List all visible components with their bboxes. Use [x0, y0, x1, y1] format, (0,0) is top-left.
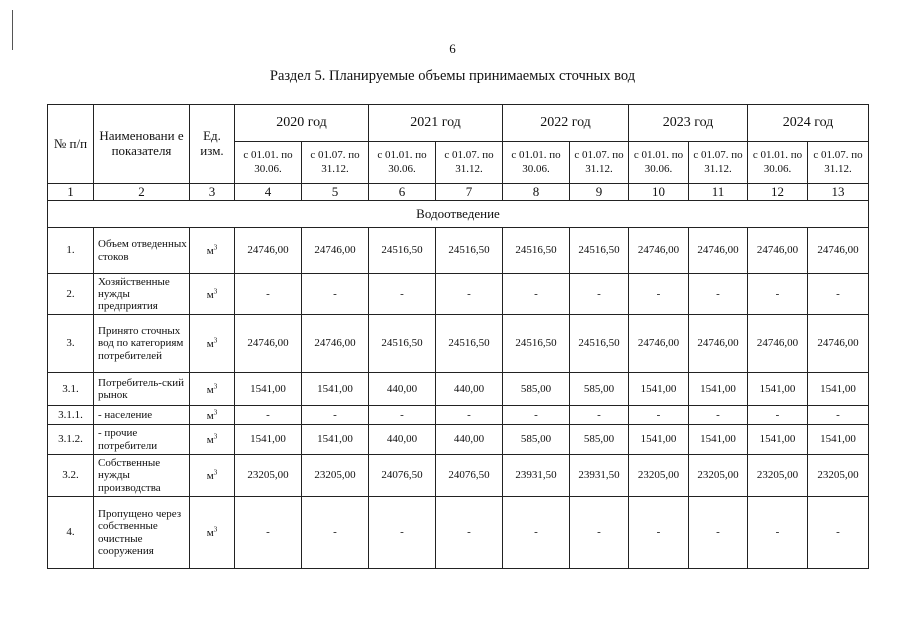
value-cell: -: [302, 406, 369, 425]
header-name: Наименовани е показателя: [94, 105, 190, 184]
value-cell: -: [570, 406, 629, 425]
header-year: 2024 год: [748, 105, 869, 142]
value-cell: 1541,00: [808, 373, 869, 406]
value-cell: -: [235, 406, 302, 425]
value-cell: -: [302, 497, 369, 569]
value-cell: 585,00: [570, 373, 629, 406]
row-indicator-name: Объем отведенных стоков: [94, 228, 190, 274]
value-cell: 24516,50: [570, 315, 629, 373]
header-year: 2022 год: [503, 105, 629, 142]
row-indicator-name: Пропущено через собственные очистные сооружения: [94, 497, 190, 569]
unit-exponent: 3: [213, 243, 218, 252]
value-cell: 1541,00: [689, 425, 748, 455]
value-cell: 1541,00: [235, 373, 302, 406]
row-index: 3.1.: [48, 373, 94, 406]
unit-text: $м^3$: [206, 243, 218, 257]
header-period-first: с 01.01. по 30.06.: [369, 142, 436, 184]
value-cell: -: [436, 274, 503, 315]
header-year: 2023 год: [629, 105, 748, 142]
section-label: Водоотведение: [48, 201, 869, 228]
value-cell: -: [503, 406, 570, 425]
section-row: [48, 201, 869, 228]
row-indicator-name: - население: [94, 406, 190, 425]
value-cell: -: [689, 406, 748, 425]
value-cell: 24746,00: [302, 315, 369, 373]
unit-text: $м^3$: [206, 336, 218, 350]
value-cell: 24516,50: [570, 228, 629, 274]
value-cell: 24746,00: [689, 228, 748, 274]
unit-text: $м^3$: [206, 381, 218, 396]
value-cell: 1541,00: [235, 425, 302, 455]
value-cell: 585,00: [503, 425, 570, 455]
column-number: 13: [808, 184, 869, 201]
value-cell: 24516,50: [369, 228, 436, 274]
value-cell: 24076,50: [369, 455, 436, 497]
row-indicator-name: - прочие потребители: [94, 425, 190, 455]
value-cell: 24746,00: [748, 228, 808, 274]
value-cell: -: [808, 497, 869, 569]
value-cell: 24516,50: [369, 315, 436, 373]
row-index: 3.1.1.: [48, 406, 94, 425]
table-row: [48, 497, 869, 569]
row-indicator-name: Принято сточных вод по категориям потребителей: [94, 315, 190, 373]
value-cell: 24516,50: [503, 228, 570, 274]
value-cell: -: [748, 274, 808, 315]
value-cell: 1541,00: [808, 425, 869, 455]
table-row: [48, 406, 869, 425]
row-unit: [190, 425, 235, 455]
row-indicator-name: Собственные нужды производства: [94, 455, 190, 497]
value-cell: 24746,00: [748, 315, 808, 373]
table-row: [48, 228, 869, 274]
row-index: 2.: [48, 274, 94, 315]
row-index: 3.: [48, 315, 94, 373]
column-number: 7: [436, 184, 503, 201]
value-cell: -: [689, 497, 748, 569]
unit-text: $м^3$: [206, 286, 218, 301]
section-title: Раздел 5. Планируемые объемы принимаемых сточных вод: [269, 68, 636, 84]
unit-text: $м^3$: [206, 468, 218, 482]
column-number: 1: [48, 184, 94, 201]
column-number: 6: [369, 184, 436, 201]
row-unit: [190, 274, 235, 315]
header-unit: Ед. изм.: [190, 105, 235, 184]
value-cell: 24746,00: [302, 228, 369, 274]
value-cell: 1541,00: [629, 373, 689, 406]
unit-exponent: 3: [213, 432, 218, 441]
table-row: [48, 425, 869, 455]
column-number: 4: [235, 184, 302, 201]
value-cell: 440,00: [436, 425, 503, 455]
value-cell: -: [369, 274, 436, 315]
row-unit: [190, 455, 235, 497]
row-unit: [190, 497, 235, 569]
value-cell: 23205,00: [302, 455, 369, 497]
unit-text: $м^3$: [206, 432, 218, 446]
value-cell: 23205,00: [235, 455, 302, 497]
value-cell: 440,00: [369, 425, 436, 455]
header-num: № п/п: [48, 105, 94, 184]
value-cell: 24516,50: [436, 228, 503, 274]
value-cell: -: [235, 274, 302, 315]
value-cell: 24746,00: [629, 228, 689, 274]
column-number: 2: [94, 184, 190, 201]
value-cell: 585,00: [570, 425, 629, 455]
value-cell: -: [235, 497, 302, 569]
table-row: [48, 373, 869, 406]
row-index: 1.: [48, 228, 94, 274]
value-cell: 24516,50: [503, 315, 570, 373]
header-period-second: с 01.07. по 31.12.: [302, 142, 369, 184]
row-indicator-name: Хозяйственные нужды предприятия: [94, 274, 190, 315]
column-number: 9: [570, 184, 629, 201]
header-period-second: с 01.07. по 31.12.: [808, 142, 869, 184]
value-cell: -: [369, 406, 436, 425]
column-number: 8: [503, 184, 570, 201]
unit-exponent: 3: [213, 468, 218, 477]
value-cell: -: [570, 274, 629, 315]
header-period-first: с 01.01. по 30.06.: [748, 142, 808, 184]
value-cell: 24516,50: [436, 315, 503, 373]
row-unit: [190, 228, 235, 274]
value-cell: -: [369, 497, 436, 569]
value-cell: 1541,00: [302, 373, 369, 406]
table-row: [48, 455, 869, 497]
header-period-first: с 01.01. по 30.06.: [629, 142, 689, 184]
value-cell: -: [808, 274, 869, 315]
value-cell: 24746,00: [689, 315, 748, 373]
row-index: 3.2.: [48, 455, 94, 497]
value-cell: 24746,00: [808, 228, 869, 274]
column-number: 3: [190, 184, 235, 201]
header-period-first: с 01.01. по 30.06.: [235, 142, 302, 184]
header-year: 2020 год: [235, 105, 369, 142]
value-cell: 585,00: [503, 373, 570, 406]
column-number: 12: [748, 184, 808, 201]
value-cell: 23931,50: [570, 455, 629, 497]
value-cell: 23205,00: [808, 455, 869, 497]
value-cell: 23931,50: [503, 455, 570, 497]
value-cell: 24746,00: [235, 228, 302, 274]
unit-exponent: 3: [213, 286, 218, 295]
value-cell: 440,00: [369, 373, 436, 406]
value-cell: -: [629, 497, 689, 569]
value-cell: 23205,00: [629, 455, 689, 497]
row-unit: [190, 315, 235, 373]
value-cell: 1541,00: [302, 425, 369, 455]
value-cell: -: [748, 406, 808, 425]
value-cell: 1541,00: [689, 373, 748, 406]
value-cell: -: [503, 497, 570, 569]
unit-exponent: 3: [213, 525, 218, 534]
value-cell: 1541,00: [748, 425, 808, 455]
row-unit: [190, 373, 235, 406]
header-period-second: с 01.07. по 31.12.: [689, 142, 748, 184]
value-cell: 24746,00: [235, 315, 302, 373]
value-cell: -: [570, 497, 629, 569]
value-cell: -: [689, 274, 748, 315]
header-row-column-numbers: [48, 184, 869, 201]
column-number: 5: [302, 184, 369, 201]
value-cell: 23205,00: [748, 455, 808, 497]
value-cell: -: [503, 274, 570, 315]
wastewater-volume-table: [47, 104, 869, 569]
table-row: [48, 274, 869, 315]
value-cell: -: [436, 497, 503, 569]
unit-text: $м^3$: [206, 525, 218, 539]
row-index: 4.: [48, 497, 94, 569]
header-period-second: с 01.07. по 31.12.: [436, 142, 503, 184]
value-cell: -: [748, 497, 808, 569]
value-cell: -: [629, 406, 689, 425]
unit-text: $м^3$: [206, 407, 218, 422]
page-number: 6: [449, 41, 456, 56]
row-unit: [190, 406, 235, 425]
value-cell: -: [302, 274, 369, 315]
unit-exponent: 3: [213, 407, 218, 416]
column-number: 11: [689, 184, 748, 201]
header-year: 2021 год: [369, 105, 503, 142]
value-cell: 440,00: [436, 373, 503, 406]
value-cell: -: [808, 406, 869, 425]
unit-exponent: 3: [213, 336, 218, 345]
table-row: [48, 315, 869, 373]
unit-exponent: 3: [213, 381, 218, 390]
value-cell: 24076,50: [436, 455, 503, 497]
value-cell: 1541,00: [629, 425, 689, 455]
row-indicator-name: Потребитель-ский рынок: [94, 373, 190, 406]
header-period-second: с 01.07. по 31.12.: [570, 142, 629, 184]
value-cell: -: [629, 274, 689, 315]
value-cell: -: [436, 406, 503, 425]
value-cell: 23205,00: [689, 455, 748, 497]
row-index: 3.1.2.: [48, 425, 94, 455]
value-cell: 24746,00: [629, 315, 689, 373]
header-period-first: с 01.01. по 30.06.: [503, 142, 570, 184]
value-cell: 24746,00: [808, 315, 869, 373]
column-number: 10: [629, 184, 689, 201]
value-cell: 1541,00: [748, 373, 808, 406]
header-row-years: [48, 105, 869, 142]
